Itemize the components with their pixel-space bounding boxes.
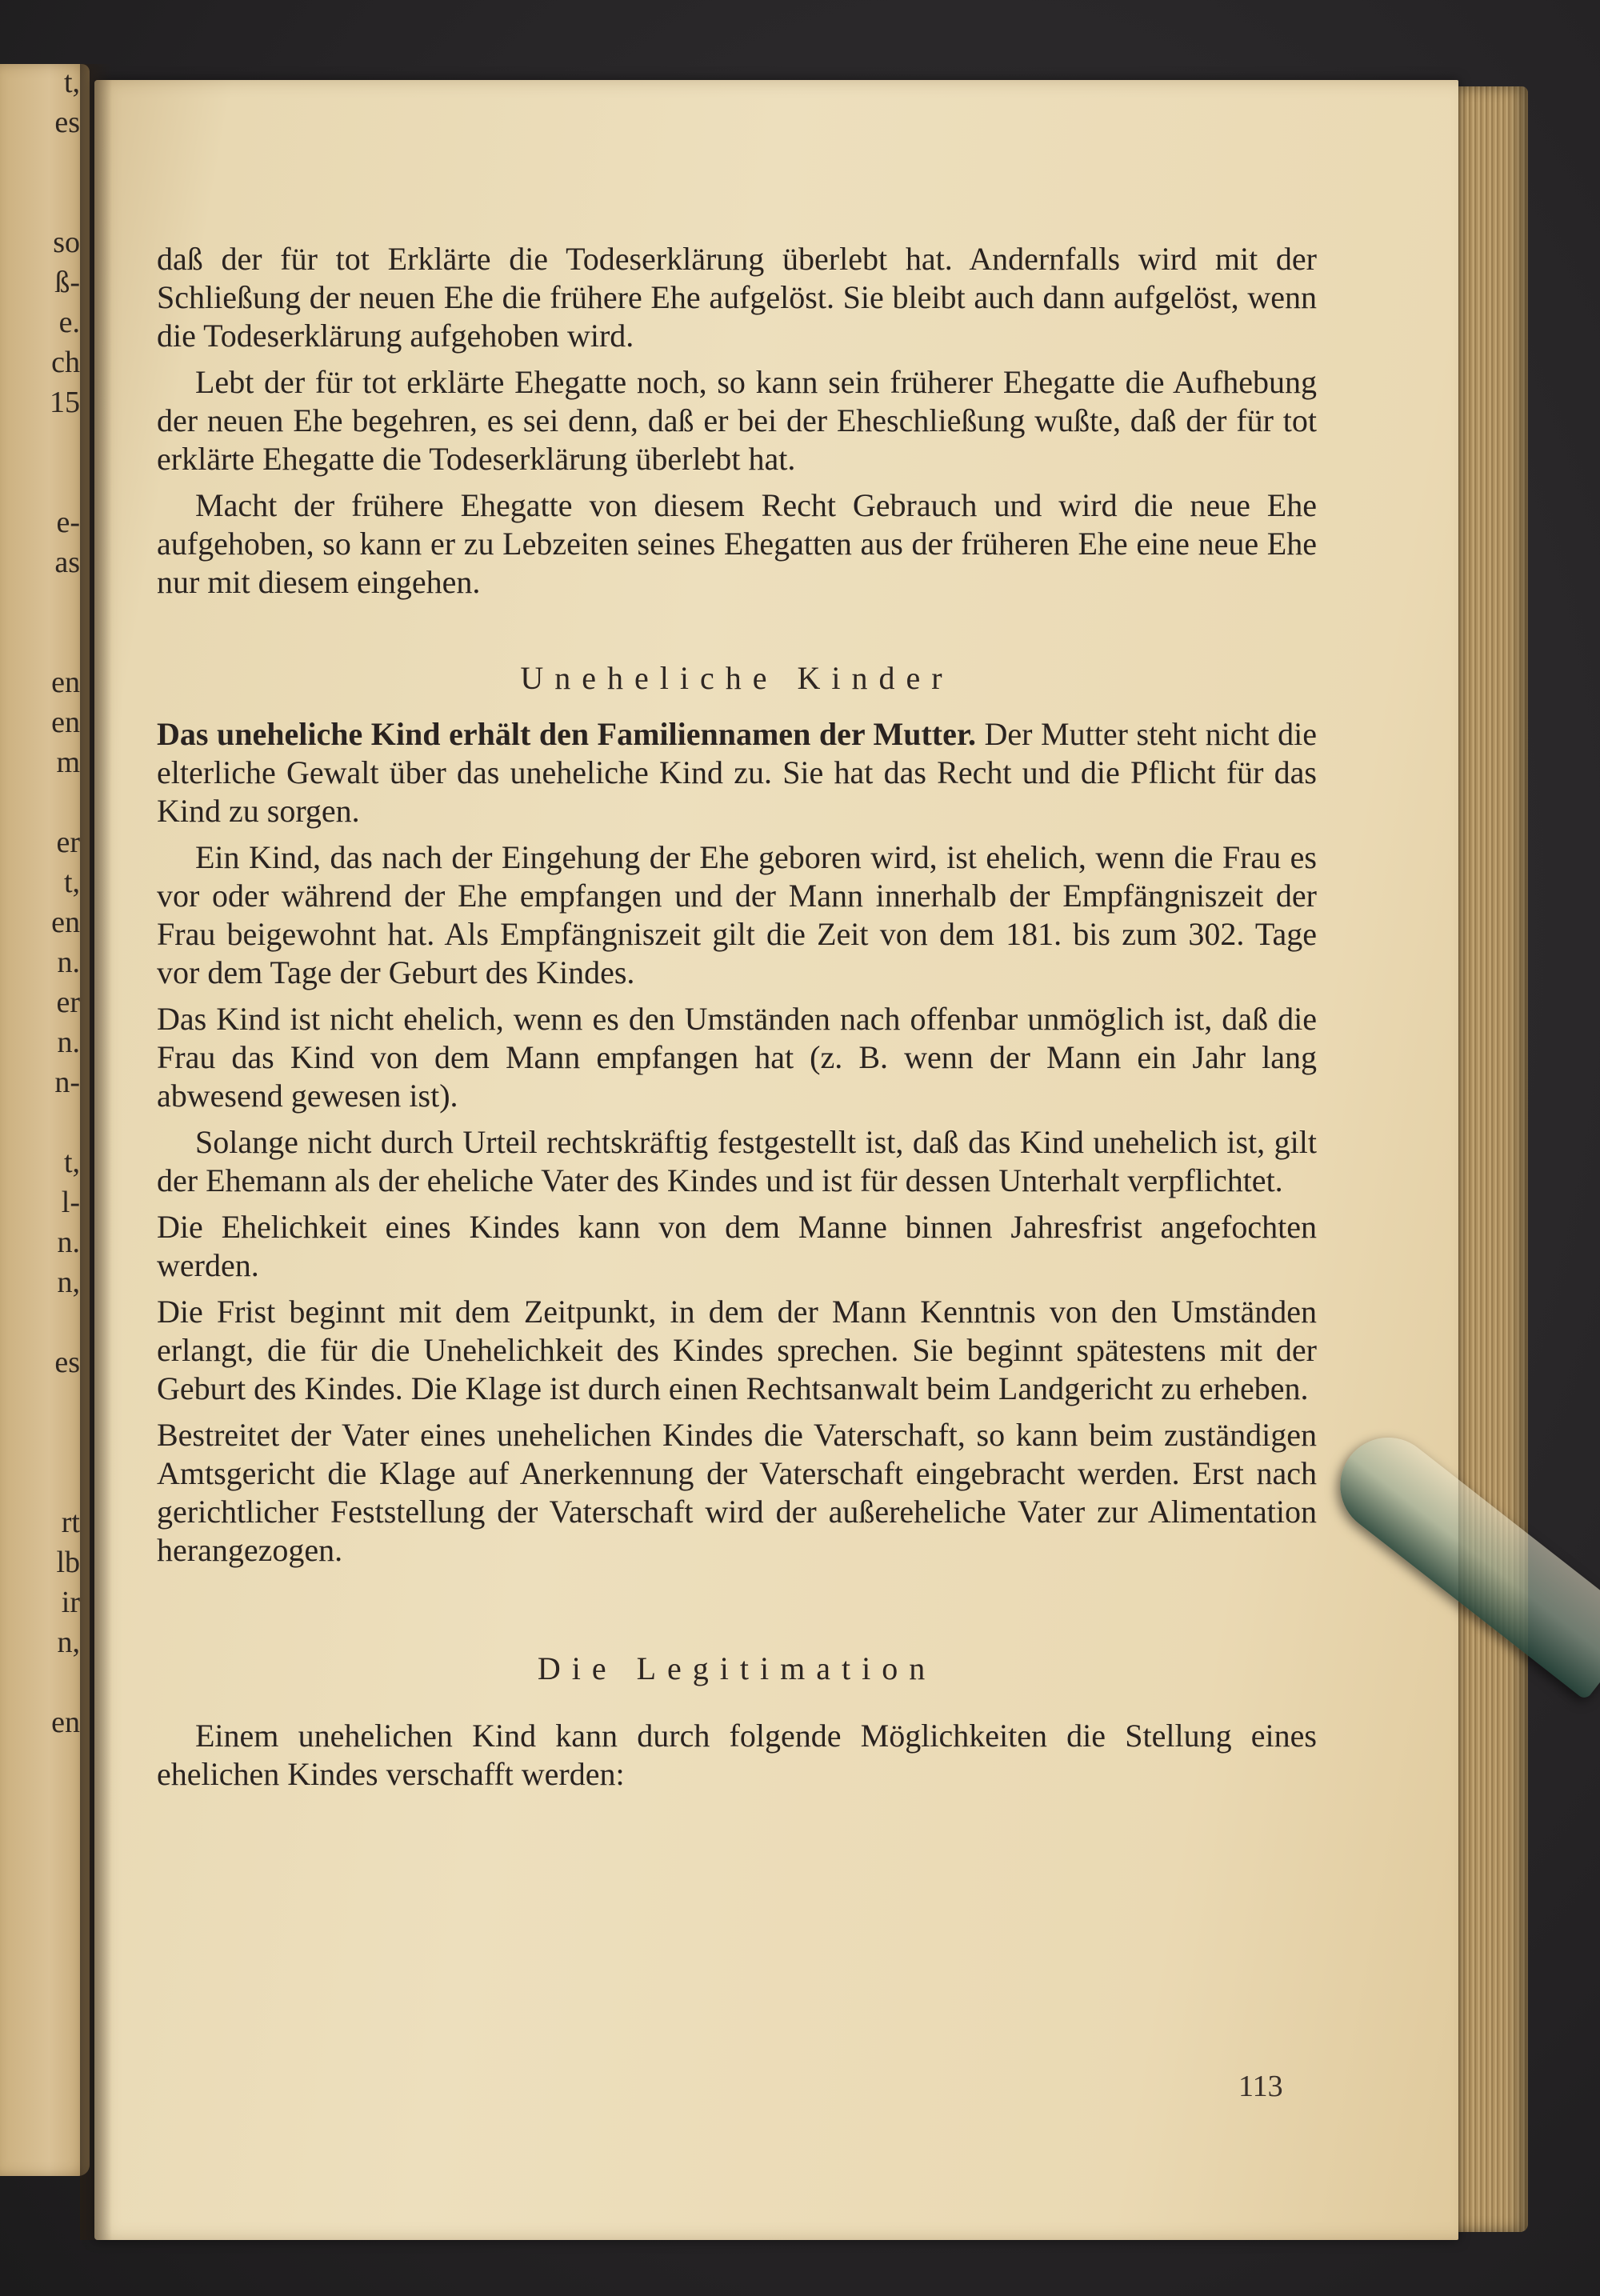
margin-fragment: t, <box>63 1146 80 1179</box>
section-heading-uneheliche-kinder: Uneheliche Kinder <box>520 660 954 696</box>
margin-fragment: n- <box>54 1066 80 1099</box>
book-fore-edge <box>1454 86 1528 2232</box>
margin-fragment <box>0 1424 80 1464</box>
previous-page-edge <box>0 64 90 2176</box>
margin-fragment: rt <box>61 1506 80 1539</box>
margin-fragment <box>0 584 80 624</box>
paragraph: Bestreitet der Vater eines unehelichen Kindes die Vaterschaft, so kann beim zuständigen Amtsgericht die Klage auf Anerkennung der Vaterschaft eingebracht werden. Erst nach gerichtlicher Feststellung der Vaterschaft wird der außereheliche Vater zur Alimentation herangezogen. <box>157 1417 1317 1568</box>
paragraph: Lebt der für tot erklärte Ehegatte noch, so kann sein früherer Ehegatte die Aufhebung der neuen Ehe begehren, es sei denn, daß er bei der Eheschließung wußte, daß der für tot erklärte Ehegatte die Todeserklärung überlebt hat. <box>157 364 1317 477</box>
margin-fragment: lb <box>56 1546 80 1579</box>
margin-fragment: en <box>51 706 80 739</box>
margin-fragment: ch <box>51 346 80 379</box>
margin-fragment: es <box>54 106 80 139</box>
margin-fragment: n. <box>57 1226 80 1259</box>
paragraph: Die Frist beginnt mit dem Zeitpunkt, in dem der Mann Kenntnis von den Umständen erlangt, die für die Unehelichkeit des Kindes sprechen. Sie beginnt spätestens mit der Geburt des Kindes. Die Klage ist durch einen Rechtsanwalt beim Landgericht zu erheben. <box>157 1294 1317 1406</box>
margin-fragment: n. <box>57 1026 80 1059</box>
paragraph: Einem unehelichen Kind kann durch folgende Möglichkeiten die Stellung eines ehelichen Kindes verschafft werden: <box>157 1718 1317 1792</box>
margin-fragment <box>0 144 80 184</box>
margin-fragment: en <box>51 666 80 699</box>
margin-fragment <box>0 1104 80 1144</box>
margin-fragment <box>0 784 80 824</box>
margin-fragment: so <box>53 226 80 259</box>
paragraph: Ein Kind, das nach der Eingehung der Ehe geboren wird, ist ehelich, wenn die Frau es vor oder während der Ehe empfangen und der Mann innerhalb der Empfängniszeit der Frau beigewohnt hat. Als Empfängniszeit gilt die Zeit von dem 181. bis zum 302. Tage vor dem Tage der Geburt des Kindes. <box>157 839 1317 990</box>
paragraph <box>157 715 1317 830</box>
paragraph-continuation: Der Mutter steht nicht die elterliche Gewalt über das uneheliche Kind zu. Sie hat das Recht und die Pflicht für das Kind zu sorgen. <box>157 716 1318 829</box>
margin-fragment: en <box>51 1706 80 1739</box>
margin-fragment <box>0 1464 80 1504</box>
margin-fragment: as <box>54 546 80 579</box>
margin-fragment: t, <box>63 866 80 899</box>
margin-fragment: t, <box>63 66 80 99</box>
margin-fragment: n, <box>57 1266 80 1299</box>
bold-lead-sentence: Das uneheliche Kind erhält den Familiennamen der Mutter. <box>157 716 976 752</box>
margin-fragment: en <box>51 906 80 939</box>
margin-fragment: er <box>56 986 80 1019</box>
paragraph: Das Kind ist nicht ehelich, wenn es den Umständen nach offenbar unmöglich ist, daß die Frau das Kind von dem Mann empfangen hat (z. B. wenn der Mann ein Jahr lang abwesend gewesen ist). <box>157 1001 1317 1114</box>
margin-fragment <box>0 1384 80 1424</box>
section-heading-legitimation: Die Legitimation <box>537 1650 937 1686</box>
page-number: 113 <box>1238 2070 1283 2103</box>
margin-fragment: m <box>56 746 80 779</box>
margin-fragment: es <box>54 1346 80 1379</box>
margin-fragment: ir <box>61 1586 80 1619</box>
margin-fragment: n, <box>57 1626 80 1659</box>
margin-fragment: 15 <box>50 386 80 419</box>
margin-fragment: e. <box>58 306 80 339</box>
page-text <box>157 240 1317 1802</box>
margin-fragment <box>0 1304 80 1344</box>
margin-fragment: l- <box>61 1186 80 1219</box>
paragraph: Die Ehelichkeit eines Kindes kann von dem Manne binnen Jahresfrist angefochten werden. <box>157 1209 1317 1283</box>
paragraph: daß der für tot Erklärte die Todeserklärung überlebt hat. Andernfalls wird mit der Schließung der neuen Ehe die frühere Ehe aufgelöst. Sie bleibt auch dann aufgelöst, wenn die Todeserklärung aufgehoben wird. <box>157 241 1317 354</box>
margin-fragment: e- <box>56 506 80 539</box>
paragraph: Macht der frühere Ehegatte von diesem Recht Gebrauch und wird die neue Ehe aufgehoben, so kann er zu Lebzeiten seines Ehegatten aus der früheren Ehe eine neue Ehe nur mit diesem eingehen. <box>157 487 1317 600</box>
margin-fragment: ß- <box>54 266 80 299</box>
margin-fragment <box>0 624 80 664</box>
margin-fragment: n. <box>57 946 80 979</box>
previous-page-text-fragments <box>0 64 80 1744</box>
margin-fragment <box>0 424 80 464</box>
paragraph: Solange nicht durch Urteil rechtskräftig festgestellt ist, daß das Kind unehelich ist, gilt der Ehemann als der eheliche Vater des Kindes und ist für dessen Unterhalt verpflichtet. <box>157 1124 1317 1198</box>
gutter-shadow <box>80 64 112 2240</box>
margin-fragment <box>0 184 80 224</box>
margin-fragment <box>0 464 80 504</box>
margin-fragment <box>0 1664 80 1704</box>
margin-fragment: er <box>56 826 80 859</box>
